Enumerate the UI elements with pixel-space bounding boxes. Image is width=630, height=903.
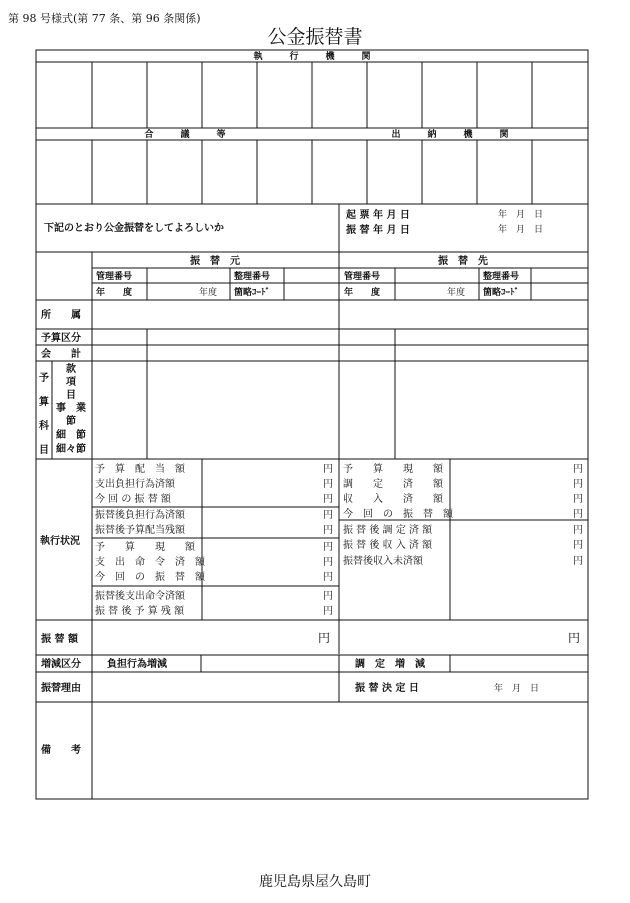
moku-label: 目 bbox=[66, 390, 76, 401]
jigyou-label: 事 業 bbox=[56, 403, 86, 414]
right-status-row-yen: 円 bbox=[573, 494, 583, 505]
draft-date-label: 起 票 年 月 日 bbox=[346, 210, 410, 221]
left-status-row-yen: 円 bbox=[323, 591, 333, 602]
source-mgmt-no-label: 管理番号 bbox=[96, 272, 133, 282]
left-status-row-label: 今 回 の 振 替 額 bbox=[95, 494, 171, 505]
right-status-labels bbox=[343, 462, 583, 567]
left-status-row-label: 振替後支出命令済額 bbox=[95, 591, 185, 602]
form-number-note: 第 98 号様式(第 77 条、第 96 条関係) bbox=[8, 12, 201, 25]
right-status-row-label: 予 算 現 額 bbox=[343, 464, 443, 475]
right-status-row-label: 振 替 後 収 入 済 額 bbox=[343, 540, 433, 551]
left-status-row-yen: 円 bbox=[323, 606, 333, 617]
reason-label: 振替理由 bbox=[41, 683, 81, 694]
left-status-row-yen: 円 bbox=[323, 525, 333, 536]
transfer-date-value: 年 月 日 bbox=[498, 225, 544, 235]
left-status-row-yen: 円 bbox=[323, 464, 333, 475]
council-heading: 合 議 等 bbox=[144, 130, 226, 140]
left-status-row-yen: 円 bbox=[323, 572, 333, 583]
left-status-row-yen: 円 bbox=[323, 494, 333, 505]
remarks-label: 備 考 bbox=[41, 745, 81, 756]
source-arr-no-label: 整理番号 bbox=[234, 272, 271, 282]
right-status-row-label: 振 替 後 調 定 済 額 bbox=[343, 525, 433, 536]
budget-subject-char-2: 算 bbox=[39, 397, 49, 408]
left-status-row-label: 振替後予算配当残額 bbox=[95, 525, 185, 536]
right-status-row-label: 振替後収入未済額 bbox=[343, 556, 423, 567]
budget-subject-char-4: 目 bbox=[39, 445, 49, 456]
source-year-label: 年 度 bbox=[96, 288, 133, 298]
budget-subject-char-3: 科 bbox=[39, 421, 49, 432]
budget-subject-char-1: 予 bbox=[39, 373, 49, 384]
kan-label: 款 bbox=[66, 364, 76, 375]
incdec-div-label: 増減区分 bbox=[41, 659, 81, 670]
source-code-label: 箇略ｺｰﾄﾞ bbox=[234, 288, 271, 298]
left-status-row-label: 予 算 配 当 額 bbox=[95, 464, 185, 475]
left-status-row-label: 支出負担行為済額 bbox=[95, 479, 175, 490]
draft-date-value: 年 月 日 bbox=[498, 210, 544, 220]
municipality-name: 鹿児島県屋久島町 bbox=[259, 874, 371, 890]
left-status-row-label: 支 出 命 令 済 額 bbox=[95, 557, 205, 568]
dest-heading: 振 替 先 bbox=[438, 256, 488, 267]
dest-amount-yen: 円 bbox=[567, 631, 580, 645]
left-status-row-yen: 円 bbox=[323, 542, 333, 553]
decision-date-label: 振 替 決 定 日 bbox=[355, 683, 419, 694]
treasurer-heading: 出 納 機 関 bbox=[391, 130, 509, 140]
budget-div-label: 予算区分 bbox=[41, 333, 81, 344]
left-status-row-label: 今 回 の 振 替 額 bbox=[95, 572, 205, 583]
right-status-row-yen: 円 bbox=[573, 479, 583, 490]
request-text: 下記のとおり公金振替をしてよろしいか bbox=[44, 223, 224, 234]
dest-code-label: 箇略ｺｰﾄﾞ bbox=[483, 288, 520, 298]
saisaisetsu-label: 細々節 bbox=[56, 444, 86, 455]
source-amount-yen: 円 bbox=[317, 631, 330, 645]
left-status-row-yen: 円 bbox=[323, 479, 333, 490]
left-status-row-yen: 円 bbox=[323, 557, 333, 568]
dest-year-unit: 年度 bbox=[446, 288, 465, 298]
kou-label: 項 bbox=[66, 377, 76, 388]
page-title: 公金振替書 bbox=[267, 26, 363, 48]
transfer-amount-label: 振 替 額 bbox=[41, 634, 78, 645]
right-status-row-yen: 円 bbox=[573, 556, 583, 567]
accounting-label: 会 計 bbox=[41, 349, 81, 360]
right-status-row-yen: 円 bbox=[573, 464, 583, 475]
right-status-row-yen: 円 bbox=[573, 525, 583, 536]
source-year-unit: 年度 bbox=[198, 288, 217, 298]
left-status-row-yen: 円 bbox=[323, 510, 333, 521]
affiliation-label: 所 属 bbox=[41, 310, 81, 321]
left-status-row-label: 振替後負担行為済額 bbox=[95, 510, 185, 521]
exec-status-label: 執行状況 bbox=[40, 536, 80, 547]
right-status-row-label: 収 入 済 額 bbox=[343, 494, 443, 505]
transfer-date-label: 振 替 年 月 日 bbox=[346, 225, 410, 236]
saimoku-label: 細 節 bbox=[56, 430, 86, 441]
dest-arr-no-label: 整理番号 bbox=[483, 272, 520, 282]
left-status-row-label: 振 替 後 予 算 残 額 bbox=[95, 606, 185, 617]
right-status-row-label: 調 定 済 額 bbox=[343, 479, 443, 490]
setsu-label: 節 bbox=[66, 416, 76, 427]
right-status-row-yen: 円 bbox=[573, 509, 583, 520]
source-heading: 振 替 元 bbox=[190, 256, 240, 267]
executive-heading: 執 行 機 関 bbox=[253, 52, 371, 62]
dest-mgmt-no-label: 管理番号 bbox=[344, 272, 381, 282]
decision-date-value: 年 月 日 bbox=[494, 684, 540, 694]
left-status-labels bbox=[95, 462, 333, 617]
right-status-row-yen: 円 bbox=[573, 540, 583, 551]
dest-year-label: 年 度 bbox=[344, 288, 381, 298]
assess-incdec-label: 調 定 増 減 bbox=[355, 659, 425, 670]
left-status-row-label: 予 算 現 額 bbox=[95, 542, 195, 553]
burden-incdec-label: 負担行為増減 bbox=[107, 659, 167, 670]
right-status-row-label: 今 回 の 振 替 額 bbox=[343, 509, 453, 520]
